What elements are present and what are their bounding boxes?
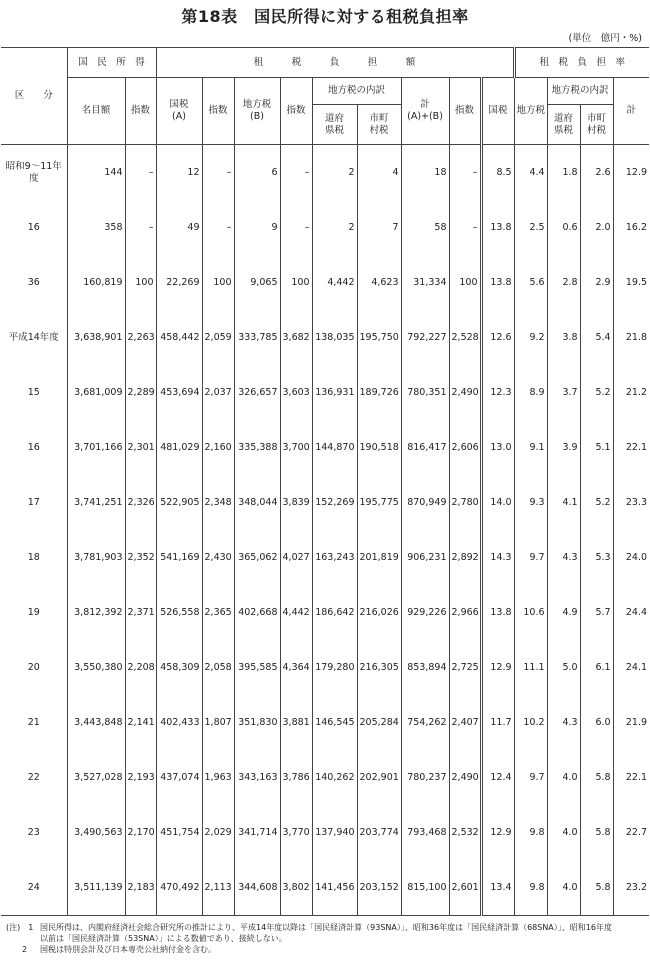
rate-chihozei-cell: 9.7 [514,750,547,805]
header-ni-index: 指数 [125,78,156,145]
header-r-uchiwake: 地方税の内訳 [547,78,613,105]
dofukenzei-cell: 186,642 [312,585,357,640]
chihozei-cell: 348,044 [234,475,280,530]
rate-shichosonzei-cell: 5.2 [580,365,613,420]
rate-total-cell: 24.0 [625,552,648,563]
chihozei-cell: 351,830 [234,695,280,750]
rate-dofukenzei-cell: 1.8 [547,145,580,201]
rate-total-cell: 24.1 [625,662,648,673]
rate-chihozei-cell: 9.8 [514,860,547,916]
dofukenzei-cell: 2 [312,145,357,201]
header-chihozei [234,78,280,145]
table-row [1,805,649,860]
rate-total-cell: 21.8 [625,332,648,343]
shichosonzei-cell: 201,819 [357,530,401,585]
rate-dofukenzei-cell: 3.8 [547,310,580,365]
table-row [1,530,649,585]
dofukenzei-cell: 138,035 [312,310,357,365]
table-body [1,145,649,916]
national-income-cell: 3,781,903 [67,530,125,585]
header-kei-ab: (A)+(B) [407,111,443,122]
kokuzei-index-cell: 1,963 [202,750,234,805]
footnotes [6,922,646,955]
dofukenzei-cell: 2 [312,200,357,255]
rate-chihozei-cell: 10.2 [514,695,547,750]
rate-shichosonzei-cell: 5.7 [580,585,613,640]
header-r-shichoson-l1: 市町 [587,112,607,124]
header-sozei-futan-ritsu: 租 税 負 担 率 [514,48,649,78]
rate-chihozei-cell: 2.5 [514,200,547,255]
rate-shichosonzei-cell: 6.1 [580,640,613,695]
header-r-chihozei: 地方税 [514,78,547,145]
total-tax-index-cell: 100 [459,277,478,288]
header-chihozei-label: 地方税 [242,99,272,110]
shichosonzei-cell: 190,518 [357,420,401,475]
chihozei-index-cell: 3,603 [280,365,312,420]
rate-chihozei-cell: 9.2 [514,310,547,365]
header-r-dofuken-l1: 道府 [554,112,574,124]
total-tax-index-cell: 2,490 [451,772,479,783]
rate-dofukenzei-cell: 4.0 [547,750,580,805]
shichosonzei-cell: 216,305 [357,640,401,695]
chihozei-index-cell: 4,364 [280,640,312,695]
rate-total-cell: 21.9 [625,717,648,728]
kokuzei-cell: 522,905 [156,475,202,530]
kokuzei-index-cell: 2,365 [202,585,234,640]
dofukenzei-cell: 179,280 [312,640,357,695]
row-category: 19 [1,585,67,640]
header-dofukenzei [312,105,357,145]
header-kokuzei-a: (A) [172,111,186,122]
rate-dofukenzei-cell: 4.9 [547,585,580,640]
kokuzei-index-cell: 2,058 [202,640,234,695]
rate-kokuzei-cell: 13.8 [481,200,514,255]
rate-kokuzei-cell: 13.8 [481,585,514,640]
chihozei-index-cell: 3,700 [280,420,312,475]
kokuzei-cell: 437,074 [156,750,202,805]
kokuzei-cell: 453,694 [156,365,202,420]
total-tax-index-cell: – [472,167,478,178]
total-tax-cell: 815,100 [401,860,449,916]
rate-kokuzei-cell: 12.4 [481,750,514,805]
chihozei-index-cell: 4,027 [280,530,312,585]
header-r-shichoson [580,105,613,145]
row-category: 平成14年度 [1,310,67,365]
total-tax-index-cell: 2,601 [449,860,481,916]
row-category: 36 [1,255,67,310]
total-tax-cell: 792,227 [401,310,449,365]
header-shichosonzei-l1: 市町 [369,112,389,124]
footnote-marker [6,933,40,944]
rate-shichosonzei-cell: 5.1 [580,420,613,475]
header-r-kei: 計 [613,78,649,145]
page-title: 第18表 国民所得に対する租税負担率 [181,7,469,26]
rate-shichosonzei-cell: 2.9 [580,255,613,310]
chihozei-cell: 341,714 [234,805,280,860]
rate-dofukenzei-cell: 5.0 [547,640,580,695]
national-income-index-cell: 2,289 [125,365,156,420]
rate-dofukenzei-cell: 4.0 [547,860,580,916]
total-tax-index-cell: 2,490 [451,387,479,398]
chihozei-cell: 343,163 [234,750,280,805]
total-tax-cell: 793,468 [401,805,449,860]
rate-dofukenzei-cell: 3.9 [547,420,580,475]
header-r-dofuken [547,105,580,145]
kokuzei-cell: 481,029 [156,420,202,475]
header-chihozei-index: 指数 [280,78,312,145]
national-income-index-cell: 100 [125,255,156,310]
rate-kokuzei-cell: 11.7 [481,695,514,750]
chihozei-index-cell: 3,802 [280,860,312,916]
footnote-marker: (注) 1 [6,923,34,932]
rate-shichosonzei-cell: 5.8 [580,750,613,805]
table-header [1,48,649,145]
total-tax-cell: 906,231 [401,530,449,585]
chihozei-cell: 9 [234,200,280,255]
row-category: 20 [1,640,67,695]
chihozei-cell: 6 [234,145,280,201]
rate-shichosonzei-cell: 5.8 [580,860,613,916]
header-shichosonzei-l2: 村税 [369,124,389,136]
total-tax-cell: 870,949 [401,475,449,530]
rate-shichosonzei-cell: 6.0 [580,695,613,750]
header-r-dofuken-l2: 県税 [554,124,574,136]
row-category: 24 [1,860,67,916]
kokuzei-index-cell: 2,059 [202,310,234,365]
rate-kokuzei-cell: 12.9 [481,805,514,860]
chihozei-cell: 402,668 [234,585,280,640]
rate-total-cell: 22.1 [625,772,648,783]
national-income-index-cell: 2,326 [125,475,156,530]
rate-chihozei-cell: 4.4 [514,145,547,201]
chihozei-index-cell: 100 [280,255,312,310]
chihozei-index-cell: 3,839 [280,475,312,530]
rate-chihozei-cell: 8.9 [514,365,547,420]
table-row [1,365,649,420]
footnote-text: 国税は特別会計及び日本専売公社納付金を含む。 [40,945,216,954]
kokuzei-cell: 470,492 [156,860,202,916]
total-tax-index-cell: 2,528 [451,332,479,343]
dofukenzei-cell: 136,931 [312,365,357,420]
header-dofukenzei-l1: 道府 [325,112,345,124]
table-row [1,475,649,530]
header-dofukenzei-l2: 県税 [325,124,345,136]
rate-chihozei-cell: 9.8 [514,805,547,860]
total-tax-cell: 929,226 [401,585,449,640]
chihozei-cell: 326,657 [234,365,280,420]
national-income-cell: 144 [67,145,125,201]
kokuzei-cell: 458,442 [156,310,202,365]
rate-total-cell: 16.2 [625,222,648,233]
total-tax-index-cell: 2,966 [451,607,479,618]
total-tax-cell: 853,894 [401,640,449,695]
national-income-cell: 3,527,028 [67,750,125,805]
chihozei-index-cell: 3,682 [280,310,312,365]
national-income-index-cell: 2,371 [125,585,156,640]
kokuzei-index-cell: 1,807 [202,695,234,750]
dofukenzei-cell: 163,243 [312,530,357,585]
header-meimokugaku: 名目額 [67,78,125,145]
national-income-index-cell: 2,263 [125,310,156,365]
rate-shichosonzei-cell: 2.0 [580,200,613,255]
chihozei-index-cell: 3,770 [280,805,312,860]
kokuzei-cell: 402,433 [156,695,202,750]
kokuzei-cell: 526,558 [156,585,202,640]
header-kubun: 区 分 [1,48,67,145]
chihozei-index-cell: 3,786 [280,750,312,805]
row-category: 昭和9～11年度 [1,145,67,201]
chihozei-cell: 365,062 [234,530,280,585]
chihozei-cell: 333,785 [234,310,280,365]
table-row [1,255,649,310]
total-tax-cell: 780,351 [401,365,449,420]
row-category: 21 [1,695,67,750]
total-tax-index-cell: 2,725 [451,662,479,673]
shichosonzei-cell: 4 [357,145,401,201]
kokuzei-index-cell: 100 [202,255,234,310]
header-kokuzei-label: 国税 [169,99,189,110]
national-income-index-cell: 2,183 [125,860,156,916]
chihozei-index-cell: 4,442 [280,585,312,640]
national-income-cell: 3,741,251 [67,475,125,530]
rate-chihozei-cell: 11.1 [514,640,547,695]
rate-total-cell: 23.2 [613,860,649,916]
national-income-cell: 3,550,380 [67,640,125,695]
rate-dofukenzei-cell: 3.7 [547,365,580,420]
header-kei-label: 計 [420,99,430,110]
header-r-shichoson-l2: 村税 [587,124,607,136]
national-income-index-cell: 2,170 [125,805,156,860]
kokuzei-cell: 49 [156,200,202,255]
kokuzei-index-cell: 2,160 [202,420,234,475]
dofukenzei-cell: 141,456 [312,860,357,916]
rate-dofukenzei-cell: 4.3 [547,530,580,585]
rate-total-cell: 22.7 [625,827,648,838]
total-tax-index-cell: 2,532 [451,827,479,838]
chihozei-cell: 344,608 [234,860,280,916]
table-row [1,585,649,640]
shichosonzei-cell: 216,026 [357,585,401,640]
row-category: 22 [1,750,67,805]
row-category: 17 [1,475,67,530]
national-income-cell: 3,490,563 [67,805,125,860]
national-income-index-cell: – [125,200,156,255]
table-row [1,860,649,916]
national-income-index-cell: 2,208 [125,640,156,695]
footnote-line [6,944,646,955]
rate-chihozei-cell: 9.7 [514,530,547,585]
shichosonzei-cell: 4,623 [357,255,401,310]
rate-kokuzei-cell: 12.9 [481,640,514,695]
unit-label: (単位 億円・%) [568,33,642,44]
kokuzei-cell: 12 [156,145,202,201]
header-kokuzei [156,78,202,145]
national-income-index-cell: 2,141 [125,695,156,750]
total-tax-index-cell: 2,892 [451,552,479,563]
rate-chihozei-cell: 9.3 [514,475,547,530]
table-row [1,420,649,475]
kokuzei-index-cell: 2,037 [202,365,234,420]
rate-kokuzei-cell: 13.4 [481,860,514,916]
total-tax-index-cell: 2,407 [451,717,479,728]
rate-total-cell: 22.1 [625,442,648,453]
national-income-index-cell: 2,352 [125,530,156,585]
row-category: 16 [1,420,67,475]
chihozei-cell: 9,065 [234,255,280,310]
table-row [1,750,649,805]
rate-total-cell: 19.5 [625,277,648,288]
national-income-cell: 3,701,166 [67,420,125,475]
header-r-kokuzei: 国税 [481,78,514,145]
rate-kokuzei-cell: 12.6 [481,310,514,365]
rate-shichosonzei-cell: 5.3 [580,530,613,585]
chihozei-cell: 335,388 [234,420,280,475]
rate-chihozei-cell: 5.6 [514,255,547,310]
total-tax-cell: 31,334 [401,255,449,310]
header-chihozei-uchiwake: 地方税の内訳 [312,78,401,105]
national-income-cell: 160,819 [67,255,125,310]
shichosonzei-cell: 195,750 [357,310,401,365]
kokuzei-cell: 541,169 [156,530,202,585]
rate-shichosonzei-cell: 5.2 [580,475,613,530]
kokuzei-index-cell: 2,113 [202,860,234,916]
chihozei-index-cell: – [280,145,312,201]
row-category: 18 [1,530,67,585]
rate-total-cell: 21.2 [625,387,648,398]
rate-total-cell: 12.9 [625,167,648,178]
rate-total-cell: 23.3 [625,497,648,508]
national-income-cell: 358 [67,200,125,255]
chihozei-cell: 395,585 [234,640,280,695]
footnote-text: 以前は「国民経済計算（53SNA）」による数値であり、接続しない。 [40,934,287,943]
rate-shichosonzei-cell: 5.8 [580,805,613,860]
national-income-cell: 3,443,848 [67,695,125,750]
shichosonzei-cell: 189,726 [357,365,401,420]
kokuzei-cell: 451,754 [156,805,202,860]
national-income-cell: 3,812,392 [67,585,125,640]
total-tax-index-cell: 2,606 [451,442,479,453]
footnote-line [6,933,646,944]
total-tax-cell: 58 [401,200,449,255]
total-tax-index-cell: – [472,222,478,233]
kokuzei-cell: 22,269 [156,255,202,310]
row-category: 23 [1,805,67,860]
total-tax-index-cell: 2,780 [451,497,479,508]
shichosonzei-cell: 203,774 [357,805,401,860]
dofukenzei-cell: 144,870 [312,420,357,475]
dofukenzei-cell: 4,442 [312,255,357,310]
rate-total-cell: 24.4 [625,607,648,618]
tax-burden-table [1,47,649,916]
rate-kokuzei-cell: 13.8 [481,255,514,310]
shichosonzei-cell: 203,152 [357,860,401,916]
rate-kokuzei-cell: 14.3 [481,530,514,585]
header-shichosonzei [357,105,401,145]
rate-dofukenzei-cell: 4.3 [547,695,580,750]
rate-dofukenzei-cell: 4.0 [547,805,580,860]
rate-dofukenzei-cell: 4.1 [547,475,580,530]
rate-dofukenzei-cell: 0.6 [547,200,580,255]
total-tax-cell: 18 [401,145,449,201]
kokuzei-index-cell: 2,348 [202,475,234,530]
row-category: 15 [1,365,67,420]
header-kokumin-shotoku: 国 民 所 得 [67,48,156,78]
total-tax-cell: 816,417 [401,420,449,475]
footnote-marker: 2 [6,945,28,954]
footnote-text: 国民所得は、内閣府経済社会総合研究所の推計により、平成14年度以降は「国民経済計算（93SNA）」、昭和36年度は「国民経済計算（68SNA）」、昭和16年度 [40,923,612,932]
national-income-cell: 3,681,009 [67,365,125,420]
national-income-cell: 3,638,901 [67,310,125,365]
chihozei-index-cell: – [280,200,312,255]
rate-chihozei-cell: 9.1 [514,420,547,475]
shichosonzei-cell: 205,284 [357,695,401,750]
header-chihozei-b: (B) [250,111,264,122]
table-row [1,640,649,695]
kokuzei-index-cell: – [202,200,234,255]
table-row [1,145,649,201]
dofukenzei-cell: 137,940 [312,805,357,860]
rate-shichosonzei-cell: 5.4 [580,310,613,365]
national-income-index-cell: 2,301 [125,420,156,475]
dofukenzei-cell: 146,545 [312,695,357,750]
total-tax-cell: 780,237 [401,750,449,805]
row-category: 16 [1,200,67,255]
shichosonzei-cell: 202,901 [357,750,401,805]
table-row [1,310,649,365]
rate-chihozei-cell: 10.6 [514,585,547,640]
kokuzei-index-cell: 2,029 [202,805,234,860]
kokuzei-index-cell: 2,430 [202,530,234,585]
shichosonzei-cell: 195,775 [357,475,401,530]
dofukenzei-cell: 140,262 [312,750,357,805]
kokuzei-index-cell: – [202,145,234,201]
footnote-line [6,922,646,933]
shichosonzei-cell: 7 [357,200,401,255]
rate-kokuzei-cell: 12.3 [481,365,514,420]
table-row [1,695,649,750]
rate-dofukenzei-cell: 2.8 [547,255,580,310]
header-sozei-futan-gaku: 租 税 負 担 額 [156,48,514,78]
total-tax-cell: 754,262 [401,695,449,750]
dofukenzei-cell: 152,269 [312,475,357,530]
chihozei-index-cell: 3,881 [280,695,312,750]
national-income-cell: 3,511,139 [67,860,125,916]
national-income-index-cell: 2,193 [125,750,156,805]
rate-kokuzei-cell: 8.5 [481,145,514,201]
header-kokuzei-index: 指数 [202,78,234,145]
kokuzei-cell: 458,309 [156,640,202,695]
rate-shichosonzei-cell: 2.6 [580,145,613,201]
header-kei-index: 指数 [449,78,481,145]
table-row [1,200,649,255]
rate-kokuzei-cell: 13.0 [481,420,514,475]
national-income-index-cell: – [125,145,156,201]
header-kei [401,78,449,145]
rate-kokuzei-cell: 14.0 [481,475,514,530]
